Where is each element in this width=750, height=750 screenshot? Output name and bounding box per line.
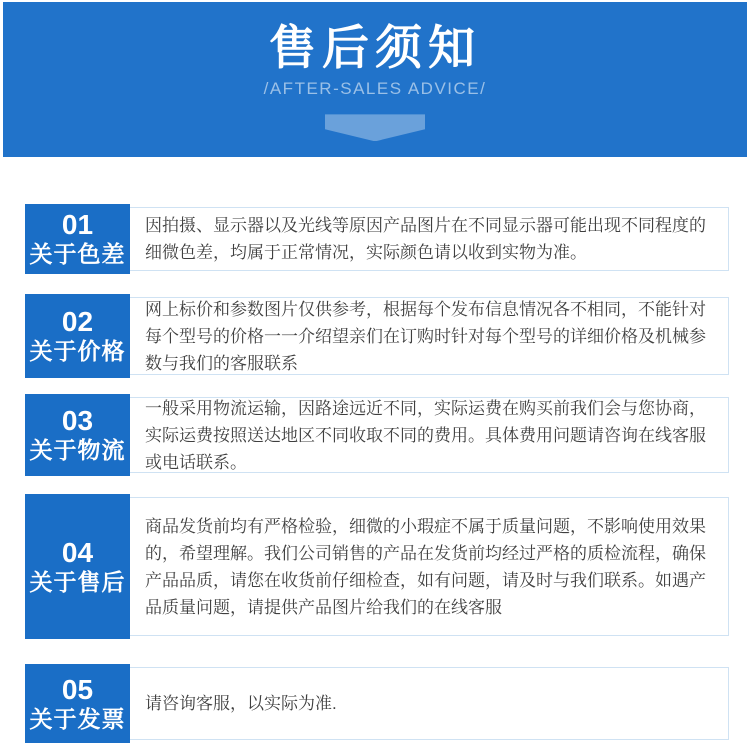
section-label-badge	[25, 294, 130, 378]
section-paragraph: 商品发货前均有严格检验，细微的小瑕症不属于质量问题，不影响使用效果的，希望理解。我们公司销售的产品在发货前均经过严格的质检流程，确保产品品质，请您在收货前仔细检查，如有问题，请及时与我们联系。如遇产品质量问题，请提供产品图片给我们的在线客服	[145, 516, 706, 617]
section-paragraph: 请咨询客服，以实际为准.	[145, 694, 337, 713]
section-paragraph: 网上标价和参数图片仅供参考，根据每个发布信息情况各不相同，不能针对每个型号的价格一一介绍望亲们在订购时针对每个型号的详细价格及机械参数与我们的客服联系	[145, 299, 706, 373]
section-row-invoice	[25, 667, 729, 740]
page-title: 售后须知	[269, 21, 481, 74]
section-title: 关于发票	[29, 705, 126, 732]
page-subtitle: /AFTER-SALES ADVICE/	[263, 79, 487, 99]
section-number: 04	[61, 536, 94, 568]
section-title: 关于物流	[29, 437, 126, 464]
sections-list	[25, 207, 729, 740]
section-title: 关于价格	[29, 338, 126, 365]
section-text	[130, 207, 729, 271]
section-label-badge	[25, 394, 130, 476]
section-text	[130, 667, 729, 740]
section-label-badge	[25, 494, 130, 639]
section-text	[130, 497, 729, 636]
after-sales-notice-page	[0, 2, 750, 740]
section-row-after-sales	[25, 497, 729, 636]
section-number: 03	[61, 405, 94, 437]
section-label-badge	[25, 664, 130, 743]
section-paragraph: 一般采用物流运输，因路途远近不同，实际运费在购买前我们会与您协商，实际运费按照送达地区不同收取不同的费用。具体费用问题请咨询在线客服或电话联系。	[145, 398, 706, 472]
chevron-down-icon	[325, 114, 425, 141]
section-label-badge	[25, 204, 130, 274]
section-number: 01	[61, 209, 94, 241]
section-row-price	[25, 297, 729, 375]
section-text	[130, 297, 729, 375]
section-title: 关于售后	[29, 568, 126, 595]
banner	[3, 2, 747, 157]
section-title: 关于色差	[29, 241, 126, 268]
section-paragraph: 因拍摄、显示器以及光线等原因产品图片在不同显示器可能出现不同程度的细微色差，均属于正常情况，实际颜色请以收到实物为准。	[145, 216, 706, 262]
section-row-color-difference	[25, 207, 729, 271]
section-row-logistics	[25, 397, 729, 473]
section-text	[130, 397, 729, 473]
section-number: 02	[61, 306, 94, 338]
section-number: 05	[61, 673, 94, 705]
